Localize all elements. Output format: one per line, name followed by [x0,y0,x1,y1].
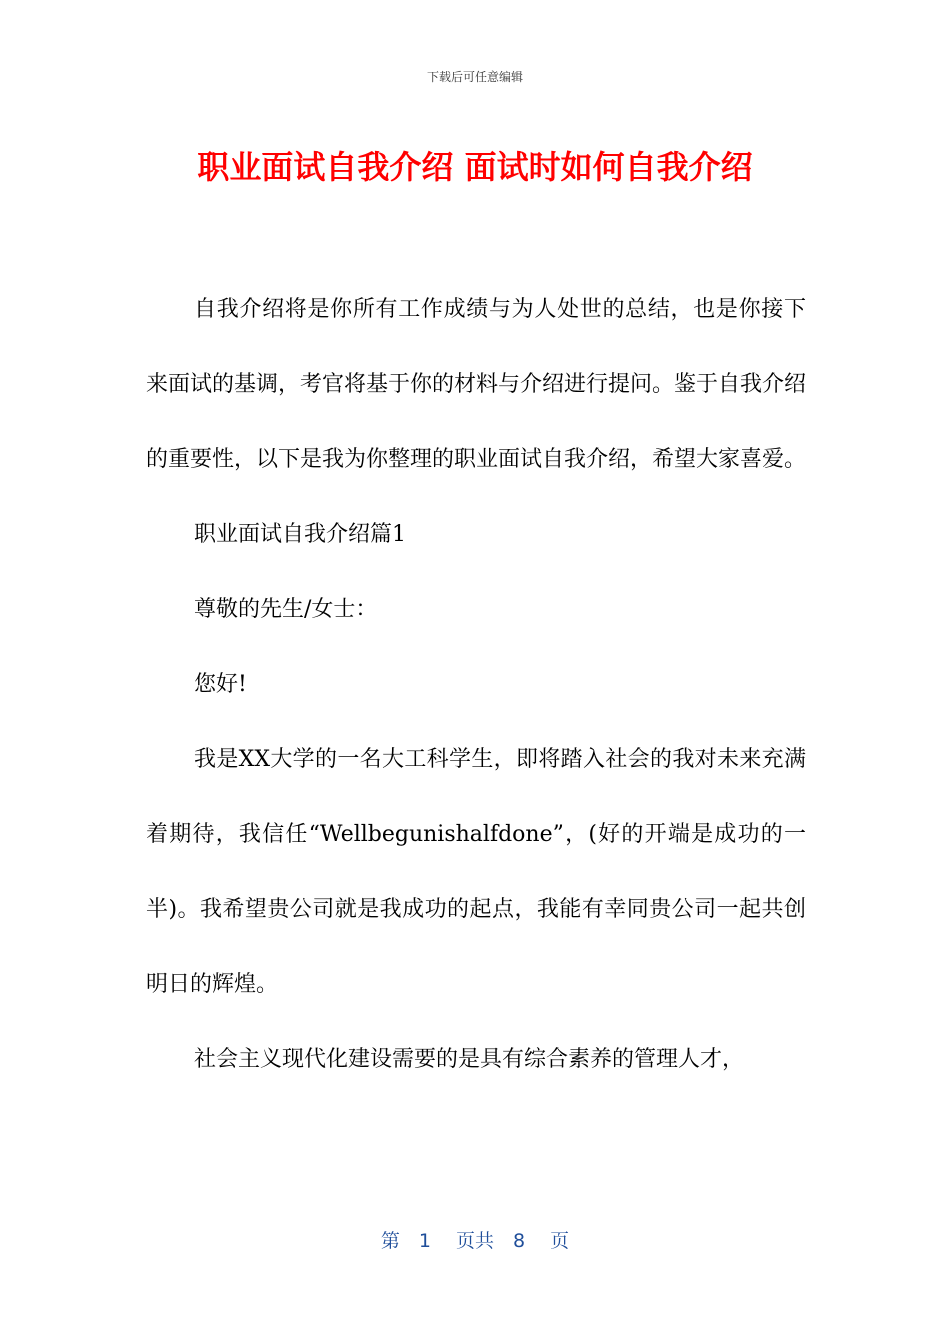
paragraph-continuation: 社会主义现代化建设需要的是具有综合素养的管理人才， [194,1047,745,1072]
paragraph-intro: 自我介绍将是你所有工作成绩与为人处世的总结，也是你接下来面试的基调，考官将基于你的材料与介绍进行提问。鉴于自我介绍的重要性，以下是我为你整理的职业面试自我介绍，希望大家喜爱。 [146,297,807,472]
paragraph-greeting: 您好! [194,672,247,697]
paragraph-self-intro: 我是XX大学的一名大工科学生，即将踏入社会的我对未来充满着期待，我信任“Wellbegunishalfdone”，(好的开端是成功的一半)。我希望贵公司就是我成功的起点，我能有幸同贵公司一起共创明日的辉煌。 [146,747,806,997]
header-note: 下载后可任意编辑 [426,70,523,84]
paragraph-section-heading: 职业面试自我介绍篇1 [194,522,406,547]
document-body [146,272,806,1097]
document-title: 职业面试自我介绍 面试时如何自我介绍 [197,148,753,186]
page-number-footer: 第 1 页共 8 页 [380,1230,570,1252]
paragraph-salutation: 尊敬的先生/女士： [194,597,378,622]
